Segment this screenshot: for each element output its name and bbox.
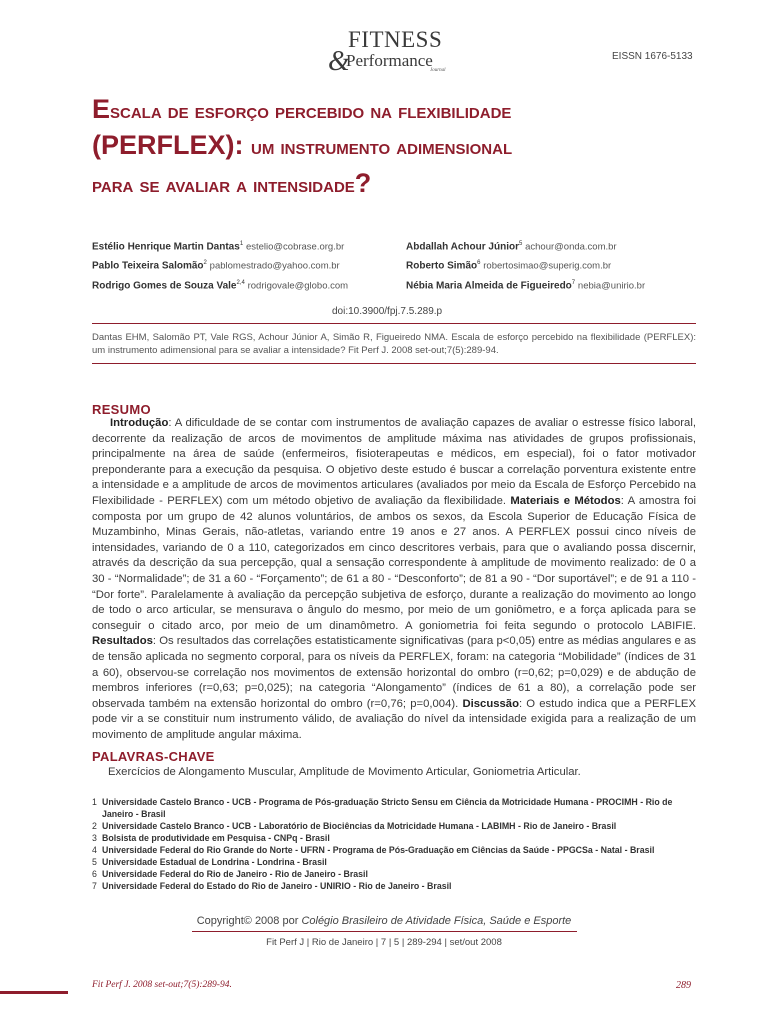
journal-info: Fit Perf J | Rio de Janeiro | 7 | 5 | 289-294 | set/out 2008 [266,937,502,948]
doi[interactable]: doi:10.3900/fpj.7.5.289.p [332,306,443,317]
author-email[interactable]: pablomestrado@yahoo.com.br [209,260,340,272]
affiliation-continued: Janeiro - Brasil [102,809,166,819]
keywords-heading: PALAVRAS-CHAVE [92,749,215,764]
title-line-1: Escala de esforço percebido na flexibilidade [92,94,512,124]
authors-left [92,236,348,294]
affiliation: 4 Universidade Federal do Rio Grande do Norte - UFRN - Programa de Pós-Graduação em Ciências da Saúde - PPGCSa - Natal - Brasil [92,845,655,855]
affiliations [92,796,696,892]
affiliation: 6 Universidade Federal do Rio de Janeiro - Rio de Janeiro - Brasil [92,869,368,879]
divider [92,363,696,364]
divider [92,323,696,324]
author: Abdallah Achour Júnior$^5$ achour@onda.com.br [406,241,617,253]
logo-ampersand: & [328,46,350,77]
footer-citation: Fit Perf J. 2008 set-out;7(5):289-94. [92,980,232,990]
logo-subtitle: Journal [430,68,446,73]
page-number: 289 [676,980,691,991]
author: Roberto Simão$^6$ robertosimao@superig.com.br [406,260,612,272]
author: Nébia Maria Almeida de Figueiredo$^7$ nebia@unirio.br [406,279,646,291]
author-email[interactable]: nebia@unirio.br [577,279,646,291]
divider [192,931,577,932]
affiliation: 5 Universidade Estadual de Londrina - Londrina - Brasil [92,857,327,867]
journal-logo [318,27,458,77]
affiliation: 2 Universidade Castelo Branco - UCB - Laboratório de Biociências da Motricidade Humana - LABIMH - Rio de Janeiro - Brasil [92,821,617,831]
author: Estélio Henrique Martin Dantas$^1$ estelio@cobrase.org.br [92,241,345,253]
author-email[interactable]: rodrigovale@globo.com [247,279,349,291]
eissn: EISSN 1676-5133 [612,51,693,62]
author: Pablo Teixeira Salomão$^2$ pablomestrado@yahoo.com.br [92,260,340,272]
copyright: Copyright© 2008 por Colégio Brasileiro de Atividade Física, Saúde e Esporte [196,915,572,927]
abstract-body: Introdução: A dificuldade de se contar com instrumentos de avaliação capazes de avaliar o estresse físico laboral, decorrente da realização de arcos de movimentos de amplitude máxima nas atividades de grupos profissionais, principalmente na área de saúde (enfermeiros, fisioterapeutas e médicos, em especial), foi o fator motivador preponderante para a execução da pesquisa. O objetivo deste estudo é buscar a correlação porventura existente entre a intensidade e a amplitude de arcos de movimentos articulares (avaliados por meio da Escala de Esforço Percebido na Flexibilidade - PERFLEX) com um método objetivo de avaliação da flexibilidade. Materiais e Métodos: A amostra foi composta por um grupo de 42 alunos voluntários, de ambos os sexos, da Escola Superior de Educação Física de Muzambinho, Minas Gerais, não-atletas, variando entre 19 anos e 27 anos. A PERFLEX possui cinco níveis de intensidades, variando de 0 a 110, categorizados em cinco descritores verbais, para que o avaliando possa discernir, através da descrição da sua percepção, qual a sensação correspondente à amplitude de movimento realizado: de 0 a 30 - “Normalidade”; de 31 a 60 - “Forçamento”; de 61 a 80 - “Desconforto”; de 81 a 90 - “Dor suportável”; e de 91 a 110 - “Dor forte”. Paralelamente à avaliação da percepção subjetiva de esforço, durante a realização do movimento ao longo de todo o arco articular, se mensurava o ângulo do mesmo, por meio de um goniômetro, e a força aplicada para se conseguir o citado arco, por meio de um dinamômetro. A goniometria foi feita segundo o protocolo LABIFIE. Resultados: Os resultados das correlações estatisticamente significativas (para p<0,05) entre as médias angulares e as de tensão aplicada no segmento corporal, para os níveis da PERFLEX, foram: na categoria “Mobilidade” (índices de 31 a 60), observou-se correlação nos movimentos de extensão horizontal do ombro (r=0,62; p=0,029) e de abdução de membros inferiores (r=0,63; p=0,025); na categoria “Alongamento” (índices de 61 a 80), a correlação pode ser observada também na extensão horizontal do ombro (r=0,76; p=0,004). Discussão: O estudo indica que a PERFLEX pode vir a se constituir num instrumento válido, de avaliação do nível da intensidade exigida para a realização de um movimento de amplitude angular máxima. [92,417,697,741]
author-email[interactable]: estelio@cobrase.org.br [245,241,345,253]
affiliation: 7 Universidade Federal do Estado do Rio de Janeiro - UNIRIO - Rio de Janeiro - Brasil [92,881,452,891]
resumo-heading: RESUMO [92,402,151,417]
authors-right [406,236,645,294]
affiliation: 1 Universidade Castelo Branco - UCB - Programa de Pós-graduação Stricto Sensu em Ciência da Motricidade Humana - PROCIMH - Rio de [92,797,673,807]
citation: Dantas EHM, Salomão PT, Vale RGS, Achour Júnior A, Simão R, Figueiredo NMA. Escala de esforço percebido na flexibilidade (PERFLEX): um instrumento adimensional para se avaliar a intensidade? Fit Perf J. 2008 set-out;7(5):289-94. [92,332,696,356]
affiliation: 3 Bolsista de produtividade em Pesquisa - CNPq - Brasil [92,833,330,843]
author: Rodrigo Gomes de Souza Vale$^{2,4}$ rodrigovale@globo.com [92,279,349,291]
logo-line1: FITNESS [348,27,443,52]
logo-line2: Performance [346,51,433,70]
author-email[interactable]: robertosimao@superig.com.br [483,260,612,272]
keywords: Exercícios de Alongamento Muscular, Amplitude de Movimento Articular, Goniometria Articular. [108,766,581,778]
footer-bar [0,991,68,994]
title-line-3: para se avaliar a intensidade? [92,168,372,198]
author-email[interactable]: achour@onda.com.br [525,241,617,253]
title-line-2: (PERFLEX): um instrumento adimensional [92,130,513,160]
